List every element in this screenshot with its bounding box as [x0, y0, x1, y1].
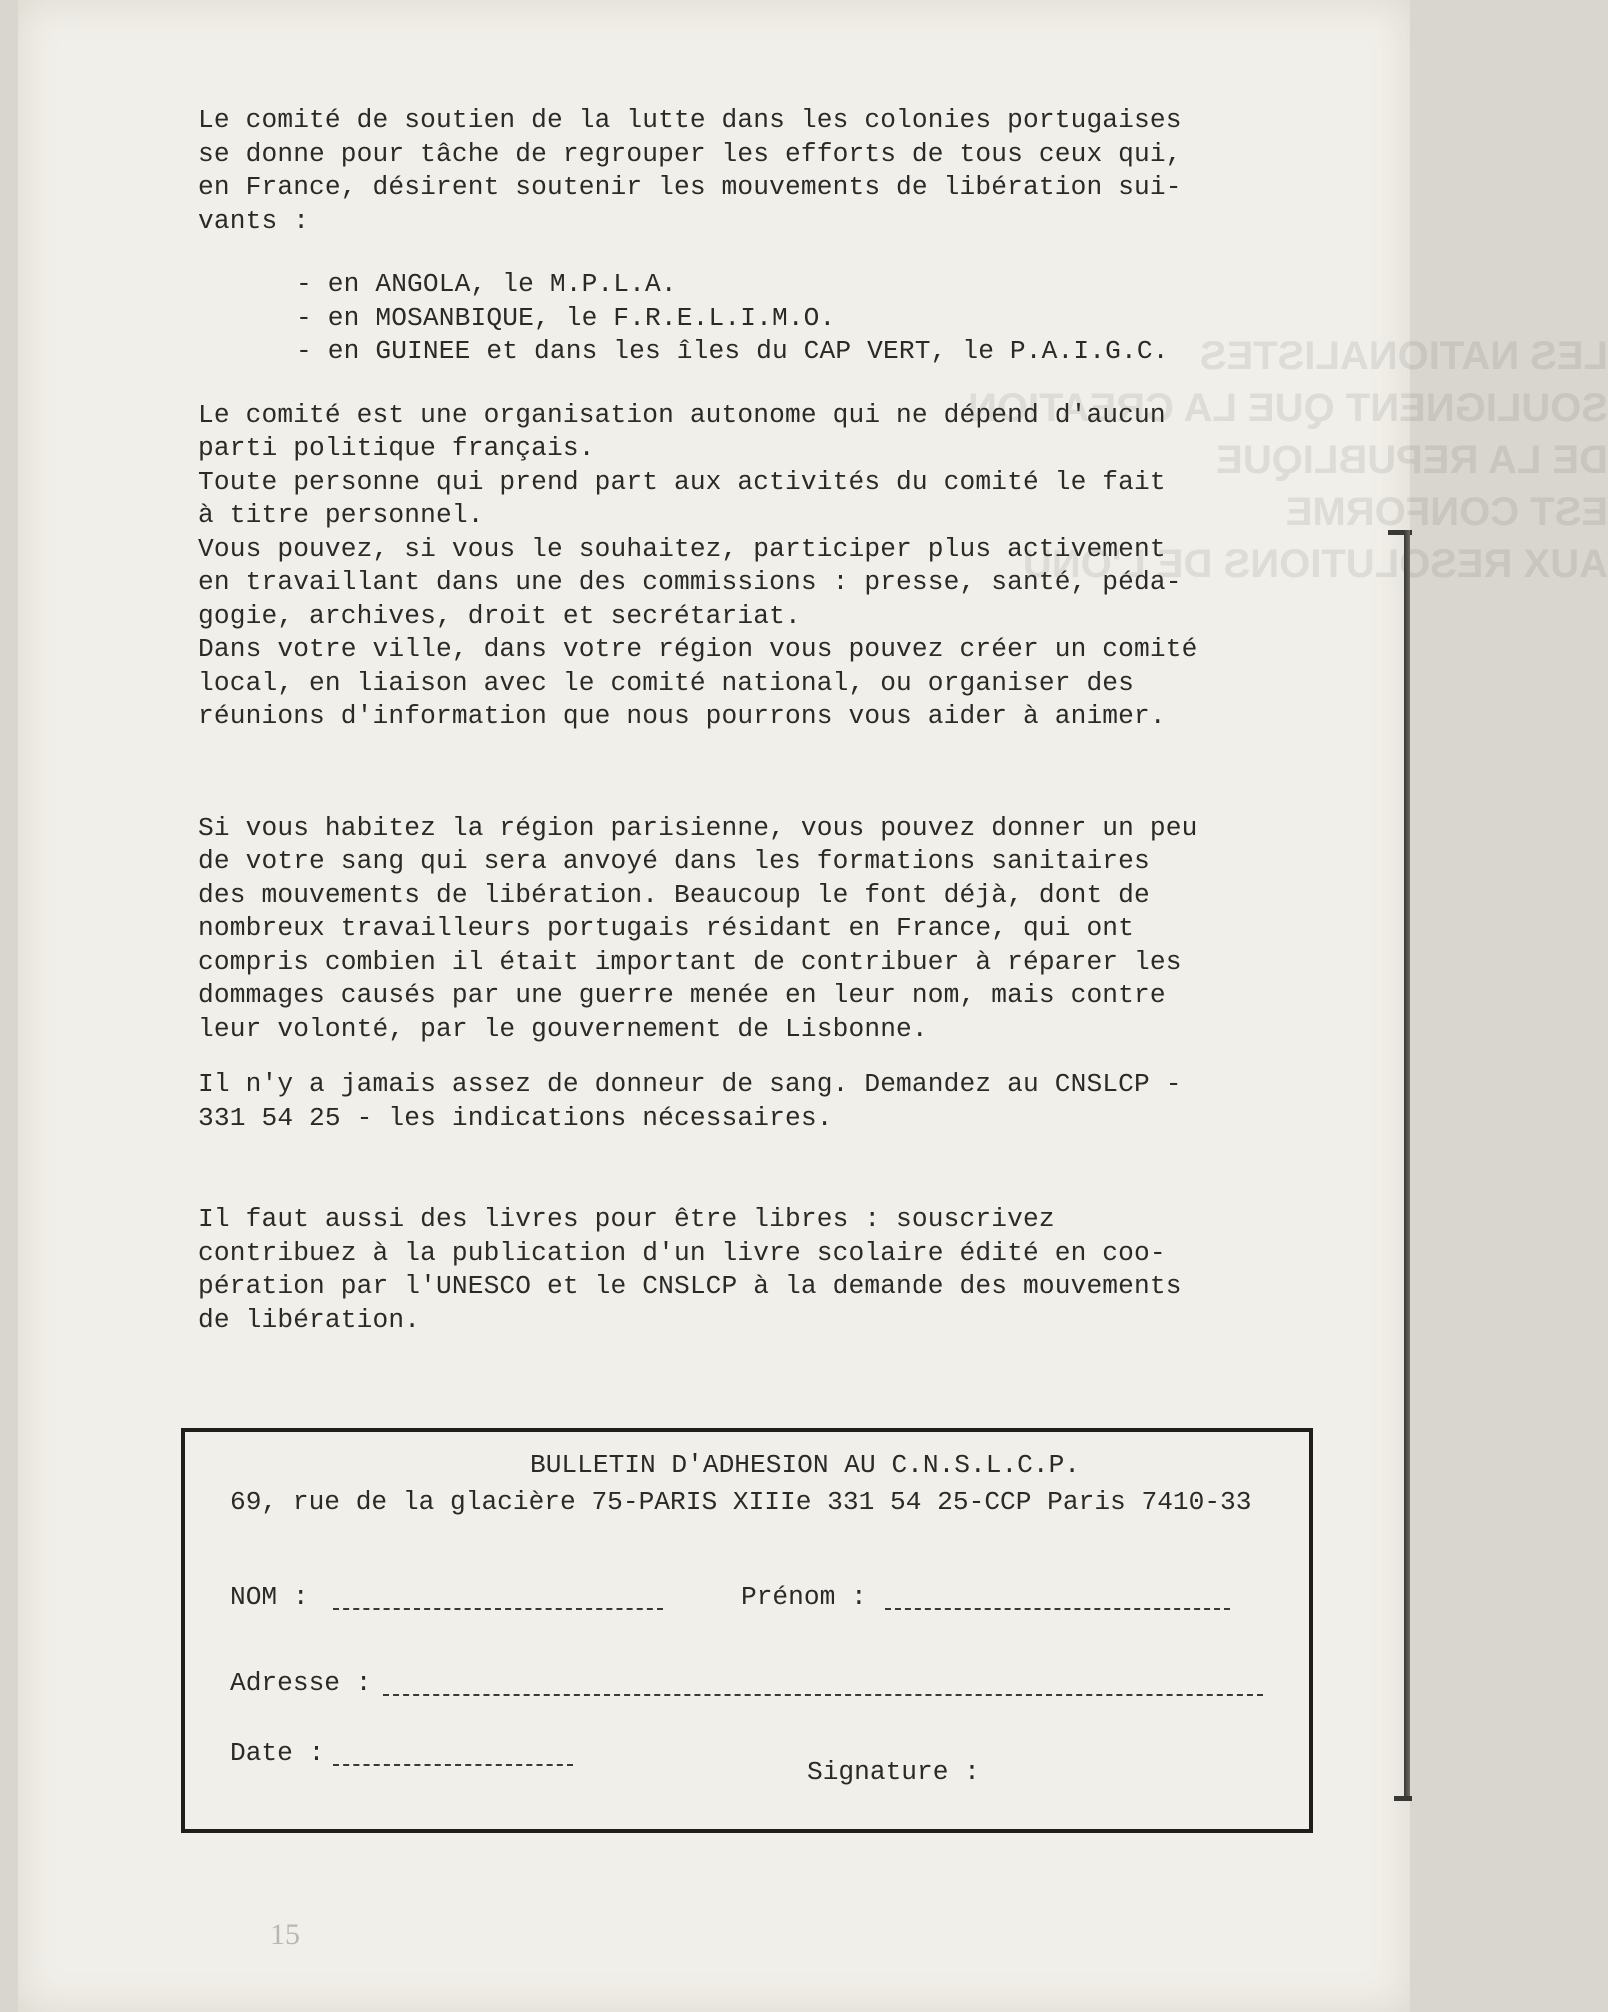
donors-paragraph: Il n'y a jamais assez de donneur de sang. Demandez au CNSLCP - 331 54 25 - les indications nécessaires. [198, 1069, 1182, 1133]
date-label: Date : [230, 1738, 325, 1768]
staple-bottom [1394, 1796, 1412, 1801]
autonomy-paragraph: Le comité est une organisation autonome qui ne dépend d'aucun parti politique français. Toute personne qui prend part aux activités du comité le fait à titre personnel. Vous pouvez, si vous le souhaitez, participer plus activement en travaillant dans une des commissions : presse, santé, péda- gogie, archives, droit et secrétariat. Dans votre ville, dans votre région vous pouvez créer un comité local, en liaison avec le comité national, ou organiser des réunions d'information que nous pourrons vous aider à animer. [198, 399, 1198, 731]
date-field[interactable] [333, 1764, 573, 1766]
intro-paragraph: Le comité de soutien de la lutte dans les colonies portugaises se donne pour tâche de regrouper les efforts de tous ceux qui, en France, désirent soutenir les mouvements de libération sui- vants : [198, 105, 1182, 236]
page-number: 15 [270, 1918, 300, 1951]
movement-mozambique: - en MOSANBIQUE, le F.R.E.L.I.M.O. [296, 302, 836, 333]
form-address: 69, rue de la glacière 75-PARIS XIIIe 331 54 25-CCP Paris 7410-33 [230, 1487, 1252, 1517]
nom-field[interactable] [333, 1608, 663, 1610]
prenom-label: Prénom : [741, 1582, 867, 1612]
nom-label: NOM : [230, 1582, 309, 1612]
signature-label: Signature : [807, 1757, 980, 1787]
blood-donation-paragraph: Si vous habitez la région parisienne, vous pouvez donner un peu de votre sang qui sera anvoyé dans les formations sanitaires des mouvements de libération. Beaucoup le font déjà, dont de nombreux travailleurs portugais résidant en France, qui ont compris combien il était important de contribuer à réparer les dommages causés par une guerre menée en leur nom, mais contre leur volonté, par le gouvernement de Lisbonne. [198, 812, 1198, 1044]
main-text-column [198, 104, 1258, 1337]
books-paragraph: Il faut aussi des livres pour être libres : souscrivez contribuez à la publication d'un livre scolaire édité en coo- pération par l'UNESCO et le CNSLCP à la demande des mouvements de libération. [198, 1204, 1182, 1335]
adresse-label: Adresse : [230, 1668, 372, 1698]
movement-angola: - en ANGOLA, le M.P.L.A. [296, 269, 677, 299]
form-title: BULLETIN D'ADHESION AU C.N.S.L.C.P. [530, 1450, 1081, 1480]
adresse-field[interactable] [383, 1694, 1263, 1696]
show-through-headline: LES NATIONALISTES SOULIGNENT QUE LA CREATION DE LA REPUBLIQUE EST CONFORME AUX RESOLUTIONS DE L'ONU [968, 334, 1608, 586]
staple-bar [1404, 530, 1410, 1800]
prenom-field[interactable] [885, 1608, 1230, 1610]
movements-list [296, 268, 1258, 369]
movement-guinea: - en GUINEE et dans les îles du CAP VERT, le P.A.I.G.C. [296, 336, 1169, 366]
membership-form [181, 1428, 1313, 1833]
document-page [18, 0, 1608, 2012]
